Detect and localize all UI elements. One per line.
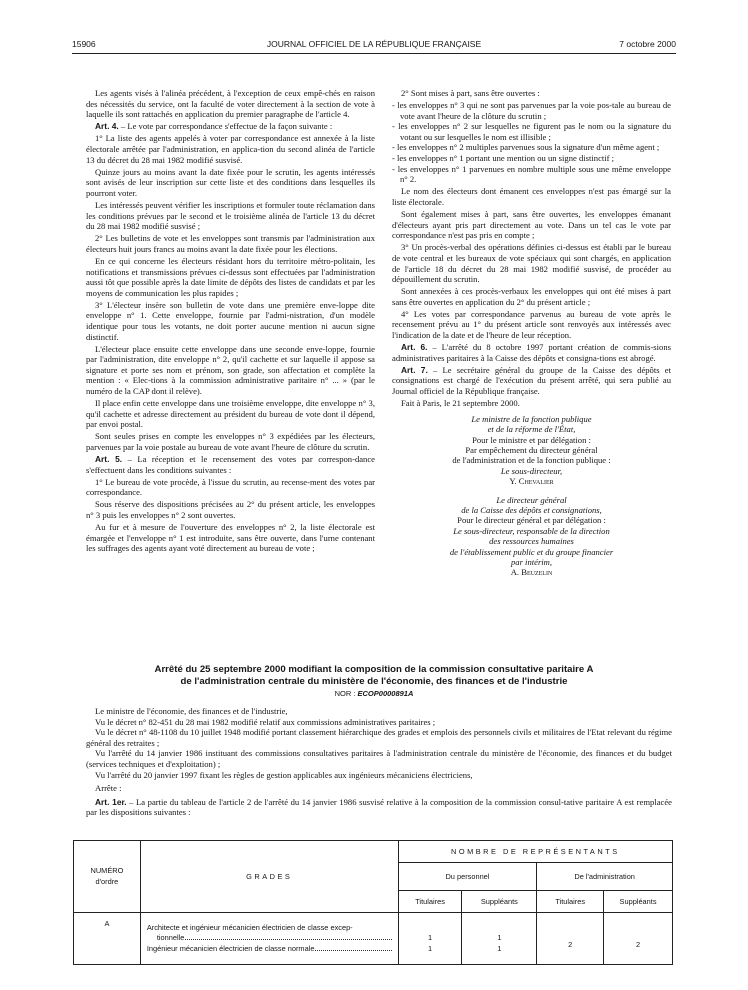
- journal-title: JOURNAL OFFICIEL DE LA RÉPUBLIQUE FRANÇAISE: [266, 39, 482, 49]
- article-6: [392, 342, 671, 363]
- signature-line: Par empêchement du directeur général: [465, 444, 598, 455]
- article-label: Art. 5.: [95, 454, 123, 465]
- arrete-heading: Arrête :: [95, 783, 122, 794]
- grade-line: tionnelle: [147, 933, 392, 944]
- header-numero-line: NUMÉRO: [90, 866, 124, 875]
- signature-line: Le sous-directeur, responsable de la direction: [453, 525, 610, 536]
- paragraph: L'électeur place ensuite cette enveloppe dans une seconde enve-loppe, fournie par l'administration, dite enveloppe n° 2, qu'il cachette et sur laquelle il appose sa signature et porte ses nom et prénom, son grade, son affectation et complète la mention : « Elec-tions à la commission administrative paritaire n° ... » (par le numéro de la CAP dont il relève).: [86, 343, 375, 397]
- decree-title-line: Arrêté du 25 septembre 2000 modifiant la composition de la commission consultative paritaire A: [154, 664, 594, 675]
- paragraph: Vu le décret n° 82-451 du 28 mai 1982 modifié relatif aux commissions administratives paritaires ;: [95, 716, 436, 727]
- header-titulaires: Titulaires: [398, 891, 462, 913]
- page-number: 15906: [72, 39, 96, 49]
- paragraph: Les intéressés peuvent vérifier les inscriptions et formuler toute réclamation dans les conditions prévues par le second et le troisième alinéa de l'article 13 du décret du 28 mai 1982 modifié susvisé ;: [86, 199, 375, 232]
- paragraph: Sont annexées à ces procès-verbaux les enveloppes qui ont été mises à part sans être ouvertes en application du 2° du présent article ;: [392, 286, 671, 307]
- paragraph: 1° Le bureau de vote procède, à l'issue du scrutin, au recense-ment des votes par correspondance.: [86, 476, 375, 498]
- article-text: – L'arrêté du 8 octobre 1997 portant création de commis-sions administratives paritaires à la Caisse des dépôts et consigna-tions est abrogé.: [392, 342, 671, 363]
- decree-title-line: de l'administration centrale du ministère de l'économie, des finances et de l'industrie: [180, 675, 568, 687]
- article-5: [86, 454, 375, 475]
- list-item: - les enveloppes n° 2 sur lesquelles ne figurent pas le nom ou la signature du votant ou sur lesquelles le nom est illisible ;: [392, 121, 671, 142]
- paragraph: Le nom des électeurs dont émanent ces enveloppes n'est pas émargé sur la liste électorale.: [392, 186, 671, 207]
- left-column: [86, 88, 375, 555]
- article-label: Art. 7.: [401, 364, 428, 375]
- nor-reference: [72, 689, 676, 698]
- header-numero: [74, 841, 141, 913]
- signature-line: et de la réforme de l'État,: [487, 424, 576, 435]
- paragraph: En ce qui concerne les électeurs résidant hors du territoire métro-politain, les notifications et transmissions prévues ci-dessus sont effectuées par l'administration aussi tôt que possible après la date limite de dépôts des listes de candidats et par les moyens de communication les plus rapides ;: [86, 255, 375, 298]
- signature-block-director: [392, 495, 671, 578]
- paragraph: Il place enfin cette enveloppe dans une troisième enveloppe, dite enveloppe n° 3, qu'il cachette et adresse directement au président du bureau de vote dont il dépend, par envoi postal.: [86, 398, 375, 430]
- row-admin-titulaires: 2: [537, 913, 604, 965]
- article-text: – Le vote par correspondance s'effectue de la façon suivante :: [118, 121, 333, 132]
- article-label: Art. 6.: [401, 342, 428, 353]
- row-personnel-titulaires: [398, 913, 462, 965]
- list-item: - les enveloppes n° 1 portant une mention ou un signe distinctif ;: [392, 153, 615, 164]
- paragraph: 2° Les bulletins de vote et les enveloppes sont transmis par l'administration aux électeurs huit jours francs au moins avant la date fixée pour les élections.: [86, 233, 375, 254]
- article-label: Art. 1er.: [95, 796, 127, 807]
- paragraph: 1° La liste des agents appelés à voter par correspondance est annexée à la liste électorale arrêtée par l'administration, en applica-tion du second alinéa de l'article 13 du décret du 28 mai 1982 modifié susvisé.: [86, 133, 375, 165]
- article-text: – La partie du tableau de l'article 2 de l'arrêté du 14 janvier 1986 susvisé relative à la composition de la commission consul-tative paritaire A est remplacée par les dispositions suivantes :: [86, 796, 672, 818]
- row-grades: [140, 913, 398, 965]
- header-personnel: Du personnel: [398, 863, 537, 891]
- signature-line: de l'administration et de la fonction publique :: [452, 455, 611, 466]
- signature-line: Pour le ministre et par délégation :: [472, 434, 591, 445]
- header-suppleants: Suppléants: [462, 891, 537, 913]
- grade-line: Architecte et ingénieur mécanicien électricien de classe excep-: [146, 922, 353, 932]
- row-personnel-suppleants: [462, 913, 537, 965]
- list-item: - les enveloppes n° 1 parvenues en nombre multiple sous une même enveloppe n° 2.: [392, 163, 671, 185]
- cell-value: 1: [427, 933, 433, 942]
- signature-line: de l'établissement public et du groupe financier: [449, 546, 614, 557]
- row-admin-suppleants: 2: [604, 913, 673, 965]
- header-nombre: NOMBRE DE REPRÉSENTANTS: [398, 841, 672, 863]
- paragraph: Les agents visés à l'alinéa précédent, à l'exception de ceux empê-chés en raison des nécessités du service, ont la faculté de voter directement à la section de vote à laquelle ils sont rattachés en application du premier paragraphe de l'article 4.: [86, 88, 375, 120]
- signature-line: Le sous-directeur,: [500, 465, 563, 476]
- paragraph: Sous réserve des dispositions précisées au 2° du présent article, les enveloppes n° 3 puis les enveloppes n° 2 sont ouvertes.: [86, 499, 375, 521]
- signature-block-minister: [392, 414, 671, 487]
- paragraph: Le ministre de l'économie, des finances et de l'industrie,: [95, 706, 288, 716]
- article-1: [86, 797, 672, 818]
- paragraph: 4° Les votes par correspondance parvenus au bureau de vote après le recensement prévu au 1° du présent article sont renvoyés aux intéressés avec l'indication de la date et de l'heure de leur réception.: [392, 308, 671, 341]
- paragraph: Sont seules prises en compte les enveloppes n° 3 expédiées par les électeurs, parvenues par la voie postale au bureau de vote avant l'heure de clôture du scrutin.: [86, 431, 375, 452]
- signature-line: de la Caisse des dépôts et consignations,: [461, 504, 602, 515]
- article-7: [392, 365, 671, 397]
- bullet-list: [392, 100, 671, 185]
- cell-value: 1: [497, 933, 502, 942]
- paragraph: 3° Un procès-verbal des opérations définies ci-dessus est établi par le bureau de vote central et les bureaux de vote spéciaux qui sont chargés, en application de l'article 18 du décret du 28 mai 1982 modifié susvisé, de procéder au dépouillement du scrutin.: [392, 242, 671, 285]
- publication-date: 7 octobre 2000: [619, 39, 676, 49]
- header-rule: [72, 53, 676, 54]
- paragraph: Sont également mises à part, sans être ouvertes, les enveloppes émanant d'électeurs ayant pris part directement au vote. Dans un tel cas le vote par correspondance n'est pas pris en compte ;: [392, 209, 671, 241]
- article-4: [86, 121, 375, 132]
- header-suppleants: Suppléants: [604, 891, 673, 913]
- page-header: [72, 39, 676, 53]
- row-numero: A: [74, 913, 141, 965]
- signing-place-date: Fait à Paris, le 21 septembre 2000.: [401, 398, 520, 409]
- list-item: - les enveloppes n° 2 multiples parvenues sous la signature d'un même agent ;: [392, 142, 660, 153]
- signature-line: Pour le directeur général et par délégation :: [457, 515, 606, 526]
- paragraph: Vu le décret n° 48-1108 du 10 juillet 1948 modifié portant classement hiérarchique des grades et emplois des personnels civils et militaires de l'Etat relevant du régime général des retraites ;: [86, 727, 672, 748]
- nor-value: ECOP0000891A: [357, 689, 414, 698]
- article-text: – Le secrétaire général du groupe de la Caisse des dépôts et consignations est chargé de l'exécution du présent arrêté, qui sera publié au Journal officiel de la République française.: [392, 364, 671, 397]
- grade-line: Ingénieur mécanicien électricien de classe normale: [147, 944, 392, 955]
- representatives-table: [73, 840, 673, 965]
- decree-title: [72, 664, 676, 687]
- paragraph: Au fur et à mesure de l'ouverture des enveloppes n° 2, la liste électorale est émargée et l'enveloppe n° 1 est introduite, sans être ouverte, dans l'urne contenant les suffrages des agents ayant voté directement au bureau de vote ;: [86, 522, 375, 554]
- table-row: [74, 913, 673, 965]
- signature-line: Le ministre de la fonction publique: [471, 413, 592, 424]
- article-label: Art. 4.: [95, 121, 119, 132]
- paragraph: 2° Sont mises à part, sans être ouvertes :: [401, 88, 540, 98]
- decree-body: [86, 706, 672, 818]
- article-text: – La réception et le recensement des votes par correspon-dance s'effectuent dans les conditions suivantes :: [86, 454, 375, 475]
- cell-value: 1: [497, 943, 502, 953]
- header-grades: GRADES: [140, 841, 398, 913]
- header-titulaires: Titulaires: [537, 891, 604, 913]
- signatory-name: Y. Chevalier: [509, 476, 554, 487]
- paragraph: Vu l'arrêté du 20 janvier 1997 fixant les règles de gestion applicables aux ingénieurs mécaniciens électriciens,: [95, 769, 473, 780]
- signatory-name: A. Beuzelin: [510, 567, 553, 578]
- right-column: [392, 88, 671, 580]
- header-ordre-line: d'ordre: [95, 876, 119, 886]
- paragraph: 3° L'électeur insère son bulletin de vote dans une première enve-loppe dite enveloppe n° 1. Cette enveloppe, fournie par l'admi-nistration, d'un modèle identique pour tous les votants, ne doit porter aucune mention ni aucun signe distinctif.: [86, 299, 375, 342]
- header-administration: De l'administration: [537, 863, 673, 891]
- cell-value: 1: [427, 943, 433, 953]
- signature-line: Le directeur général: [496, 494, 567, 505]
- paragraph: Vu l'arrêté du 14 janvier 1986 instituant des commissions consultatives paritaires à l'administration centrale du ministère de l'économie, des finances et du budget (services techniques et d'exploitation) ;: [86, 748, 672, 769]
- nor-label: NOR :: [334, 689, 358, 698]
- signature-line: par intérim,: [510, 557, 553, 567]
- signature-line: des ressources humaines: [489, 536, 574, 547]
- list-item: - les enveloppes n° 3 qui ne sont pas parvenues par la voie pos-tale au bureau de vote avant l'heure de la clôture du scrutin ;: [392, 100, 671, 121]
- paragraph: Quinze jours au moins avant la date fixée pour le scrutin, les agents intéressés sont avisés de leur inscription sur cette liste et des conditions dans lesquelles ils pourront voter.: [86, 166, 375, 198]
